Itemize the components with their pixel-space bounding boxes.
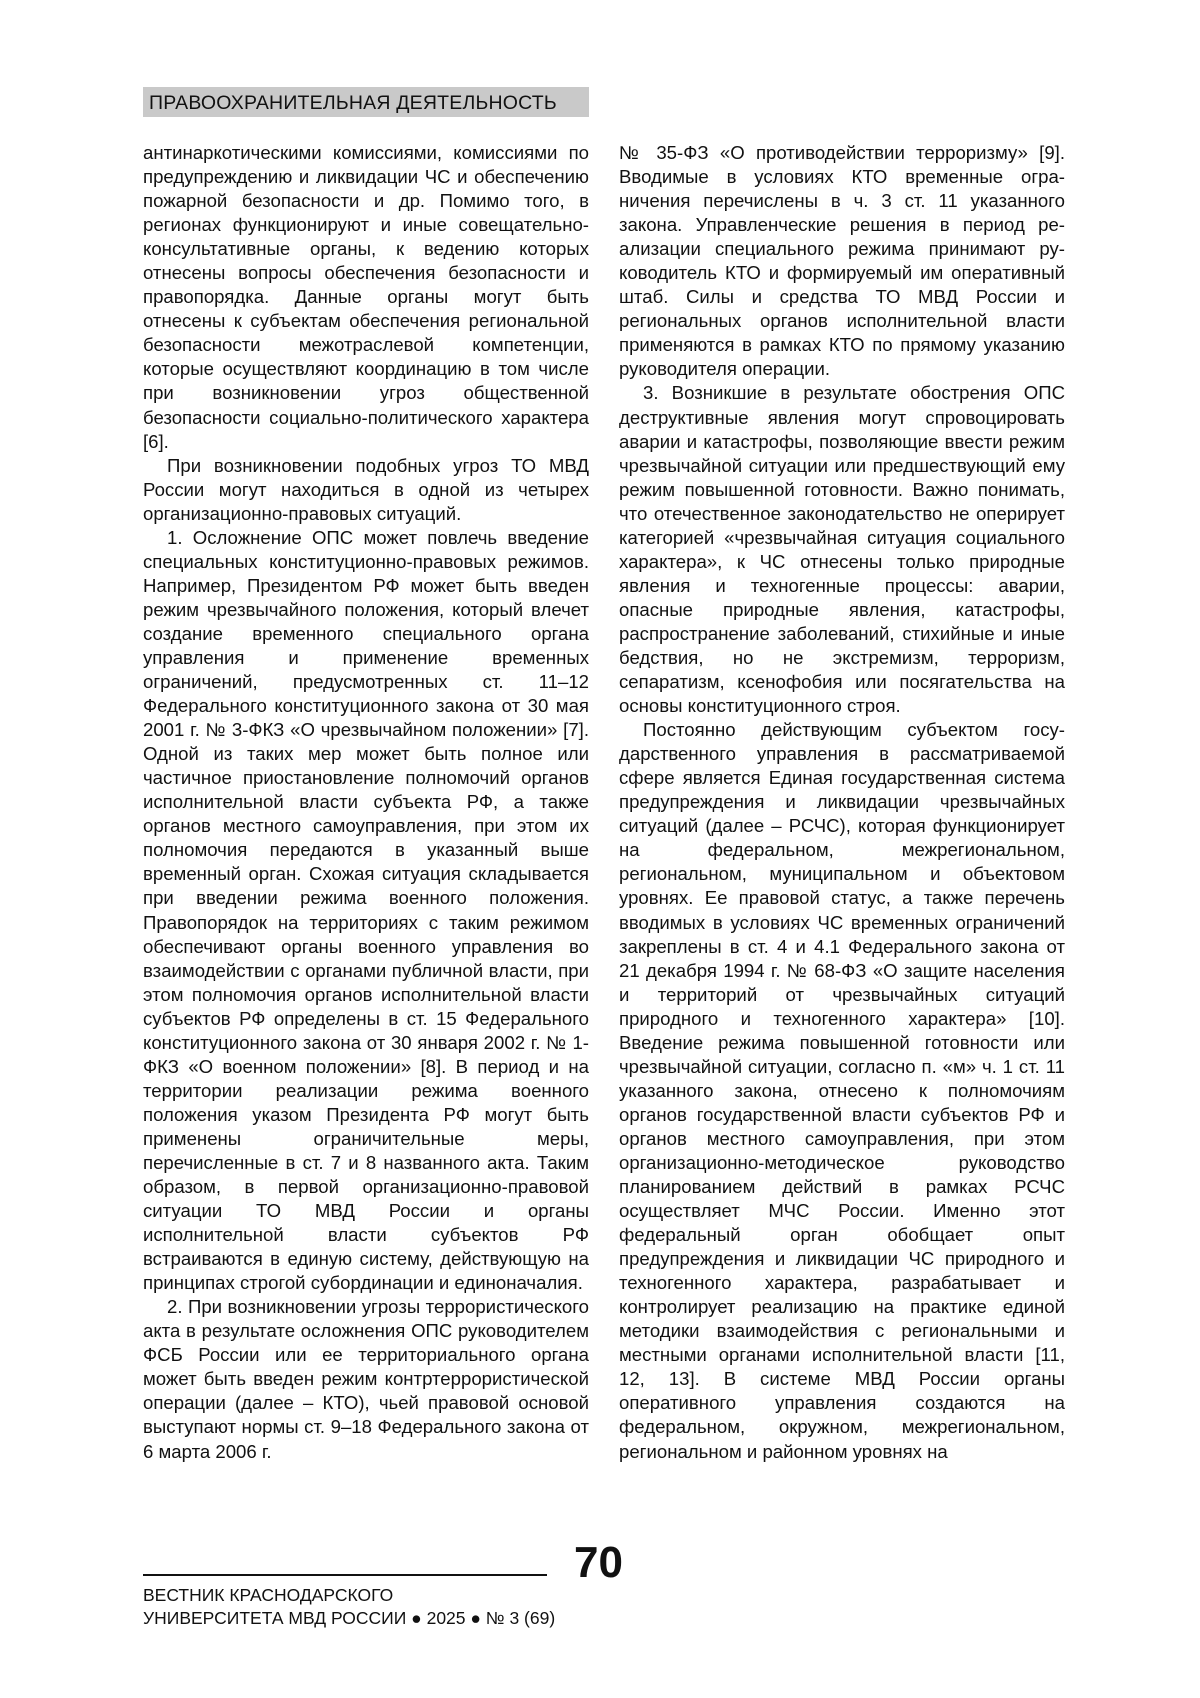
paragraph: антинаркотическими комиссиями, комиссиями по предупреждению и ликвидации ЧС и обеспечению пожарной безопасности и др. Помимо того, в регионах функционируют и иные совещательно-консультативные органы, к ведению которых отнесены вопросы обеспечения безопасности и правопорядка. Данные органы могут быть отнесены к субъектам обеспечения региональной безопасности межотраслевой компетенции, которые осуществляют координацию в том числе при возникновении угроз общественной безопасности социально-политического характера [6]. bbox=[143, 142, 589, 452]
paragraph: Постоянно действующим субъектом государственного управления в рассматриваемой сфере является Единая государственная система предупреждения и ликвидации чрезвычайных ситуаций (далее – РСЧС), которая функционирует на федеральном, межрегиональном, региональном, муниципальном и объектовом уровнях. Ее правовой статус, а также перечень вводимых в условиях ЧС временных ограничений закреплены в ст. 4 и 4.1 Федерального закона от 21 декабря 1994 г. № 68-ФЗ «О защите населения и территорий от чрезвычайных ситуаций природного и техногенного характера» [10]. Введение режима повышенной готовности или чрезвычайной ситуации, согласно п. «м» ч. 1 ст. 11 указанного закона, отнесено к полномочиям органов государственной власти субъектов РФ и органов местного самоуправления, при этом организационно-методическое руководство планированием действий в рамках РСЧС осуществляет МЧС России. Именно этот федеральный орган обобщает опыт предупреждения и ликвидации ЧС природного и техногенного характера, разрабатывает и контролирует реализацию на практике единой методики взаимодействия с региональными и местными органами исполнительной власти [11, 12, 13]. В системе МВД России органы оперативного управления создаются на федеральном, окружном, межрегиональном, региональном и районном уровнях на bbox=[619, 719, 1065, 1462]
paragraph: 1. Осложнение ОПС может повлечь введение специальных конституционно-правовых режимов. Например, Президентом РФ может быть введен режим чрезвычайного положения, который влечет создание временного специального органа управления и применение временных ограничений, предусмотренных ст. 11–12 Федерального конституционного закона от 30 мая 2001 г. № 3-ФКЗ «О чрезвычайном положении» [7]. Одной из таких мер может быть полное или частичное приостановление полномочий органов исполнительной власти субъекта РФ, а также органов местного самоуправления, при этом их полномочия передаются в указанный выше временный орган. Схожая ситуация складывается при введении режима военного положения. Правопорядок на территориях с таким режимом обеспечивают органы военного управления во взаимодействии с органами публичной власти, при этом полномочия органов исполнительной власти субъектов РФ определены в ст. 15 Федерального конституционного закона от 30 января 2002 г. № 1-ФКЗ «О военном положении» [8]. В период и на территории реализации режима военного положения указом Президента РФ могут быть применены ограничительные меры, перечисленные в ст. 7 и 8 названного акта. Таким образом, в первой организационно-правовой ситуации ТО МВД России и органы исполнительной власти субъектов РФ встраиваются в единую систему, действующую на принципах строгой субординации и единоначалия. bbox=[143, 526, 589, 1294]
paragraph: 3. Возникшие в результате обострения ОПС деструктивные явления могут спровоцировать аварии и катастрофы, позволяющие ввести режим чрезвычайной ситуации или предшествующий ему режим повышенной готовности. Важно понимать, что отечественное законодательство не оперирует категорией «чрезвычайная ситуация социального характера», к ЧС отнесены только природные явления и техногенные процессы: аварии, опасные природные явления, катастрофы, распространение заболеваний, стихийные и иные бедствия, но не экстремизм, терроризм, сепаратизм, ксенофобия или посягательства на основы конституционного строя. bbox=[619, 382, 1065, 717]
left-column bbox=[143, 141, 589, 1464]
section-title: ПРАВООХРАНИТЕЛЬНАЯ ДЕЯТЕЛЬНОСТЬ bbox=[149, 92, 557, 114]
journal-title-line: ВЕСТНИК КРАСНОДАРСКОГО bbox=[143, 1585, 394, 1605]
paragraph: При возникновении подобных угроз ТО МВД России могут находиться в одной из четырех организационно-правовых ситуаций. bbox=[143, 454, 589, 524]
footer-divider bbox=[143, 1574, 547, 1576]
journal-issue-line: УНИВЕРСИТЕТА МВД РОССИИ ● 2025 ● № 3 (69) bbox=[143, 1608, 556, 1628]
paragraph: № 35-ФЗ «О противодействии терроризму» [9]. Вводимые в условиях КТО временные ограничения перечислены в ч. 3 ст. 11 указанного закона. Управленческие решения в период реализации специального режима принимают руководитель КТО и формируемый им оперативный штаб. Силы и средства ТО МВД России и региональных органов исполнительной власти применяются в рамках КТО по прямому указанию руководителя операции. bbox=[619, 142, 1065, 380]
right-column bbox=[619, 141, 1065, 1464]
journal-title bbox=[143, 1584, 555, 1630]
paragraph: 2. При возникновении угрозы террористического акта в результате осложнения ОПС руководителем ФСБ России или ее территориального органа может быть введен режим контртеррористической операции (далее – КТО), чьей правовой основой выступают нормы ст. 9–18 Федерального закона от 6 марта 2006 г. bbox=[143, 1296, 589, 1462]
page-number: 70 bbox=[574, 1538, 623, 1587]
